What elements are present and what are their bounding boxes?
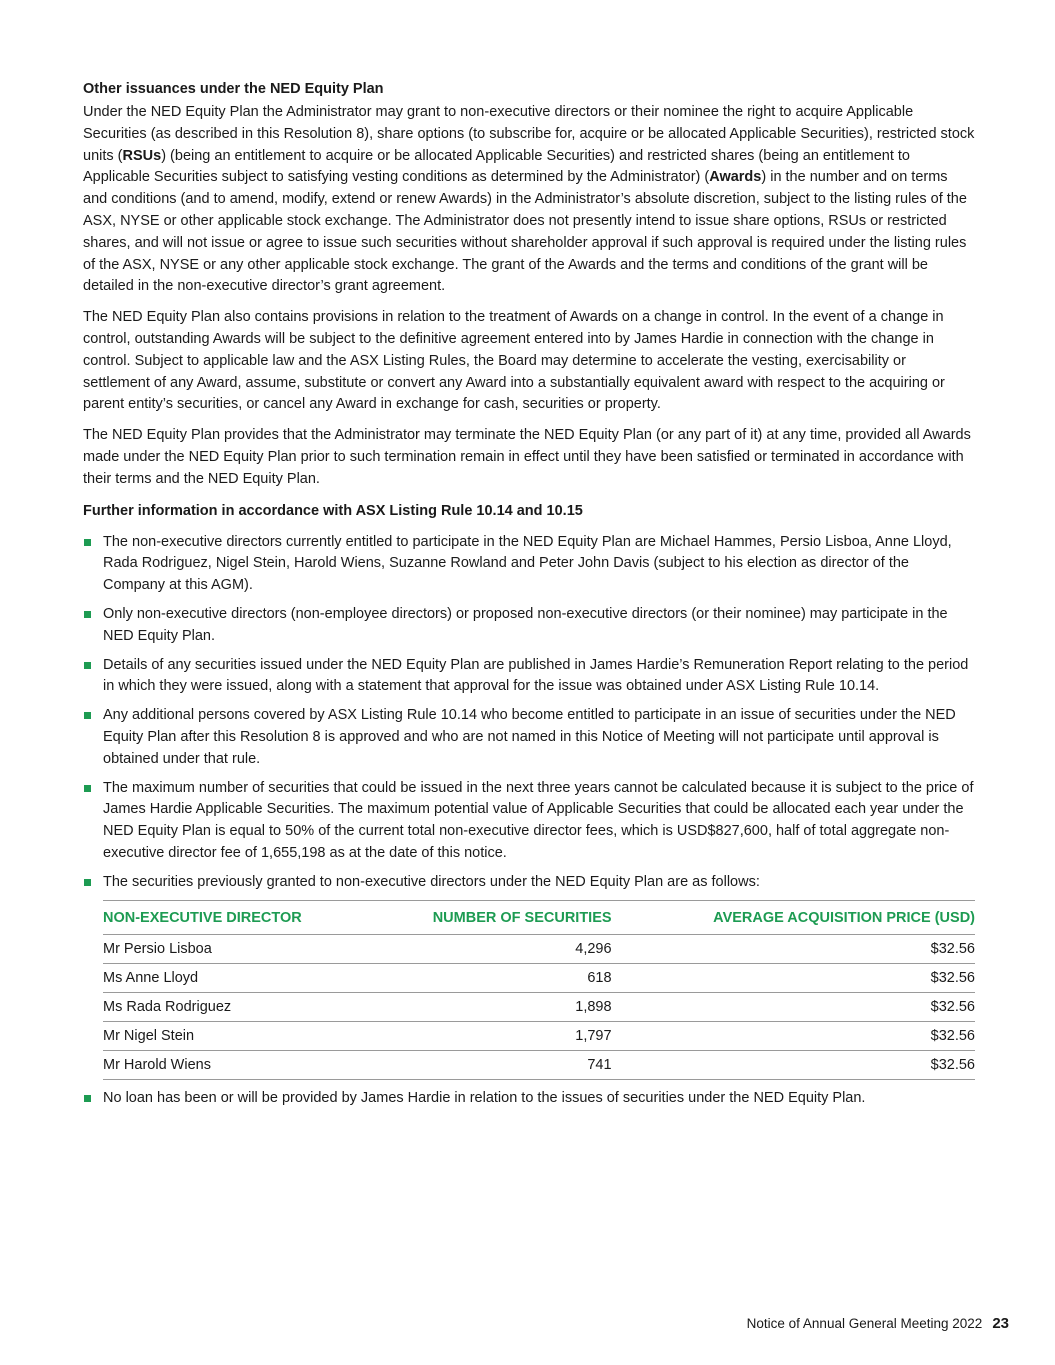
director-name: Mr Persio Lisboa <box>103 934 371 963</box>
securities-count: 741 <box>371 1050 612 1079</box>
director-name: Ms Rada Rodriguez <box>103 992 371 1021</box>
list-item: Details of any securities issued under the NED Equity Plan are published in James Hardie’s Remuneration Report relating to the period in which they were issued, along with a statement that approval for the issue was obtained under ASX Listing Rule 10.14. <box>83 655 975 699</box>
bullet-list <box>83 532 975 894</box>
acquisition-price: $32.56 <box>612 1050 975 1079</box>
square-bullet-icon <box>84 1095 91 1102</box>
securities-count: 1,797 <box>371 1021 612 1050</box>
securities-count: 1,898 <box>371 992 612 1021</box>
acquisition-price: $32.56 <box>612 1021 975 1050</box>
square-bullet-icon <box>84 712 91 719</box>
paragraph-text: Under the NED Equity Plan the Administrator may grant to non-executive directors or their nominee the right to acquire Applicable Securities (as described in this Resolution 8), share options (to subscribe for, acquire or be allocated Applicable Securities), restricted stock units ( <box>83 104 975 164</box>
securities-table <box>103 900 975 1080</box>
square-bullet-icon <box>84 662 91 669</box>
securities-count: 618 <box>371 963 612 992</box>
paragraph-awards <box>83 102 975 298</box>
term-awards: Awards <box>709 169 762 186</box>
list-item: The securities previously granted to non-executive directors under the NED Equity Plan are as follows: <box>83 872 975 894</box>
page-content <box>83 78 975 1116</box>
paragraph-text: ) in the number and on terms and conditions (and to amend, modify, extend or renew Awards) in the Administrator’s absolute discretion, subject to the listing rules of the ASX, NYSE or other applicable stock exchange. The Administrator does not presently intend to issue share options, RSUs or restricted shares, and will not issue or agree to issue such securities without shareholder approval if such approval is required under the listing rules of the ASX, NYSE or any other applicable stock exchange. The grant of the Awards and the terms and conditions of the grant will be detailed in the non-executive director’s grant agreement. <box>83 169 967 295</box>
paragraph-change-in-control: The NED Equity Plan also contains provisions in relation to the treatment of Awards on a change in control. In the event of a change in control, outstanding Awards will be subject to the definitive agreement entered into by James Hardie in connection with the change in control. Subject to applicable law and the ASX Listing Rules, the Board may determine to accelerate the vesting, exercisability or settlement of any Award, assume, substitute or convert any Award into a substantially equivalent award with respect to the acquiring or parent entity’s securities, or cancel any Award in exchange for cash, securities or property. <box>83 309 945 413</box>
page-number: 23 <box>992 1315 1009 1332</box>
table-header-row <box>103 900 975 934</box>
column-header-director: NON-EXECUTIVE DIRECTOR <box>103 900 371 934</box>
square-bullet-icon <box>84 879 91 886</box>
section-heading-asx-rules: Further information in accordance with ASX Listing Rule 10.14 and 10.15 <box>83 502 583 519</box>
list-item: Only non-executive directors (non-employee directors) or proposed non-executive directors (or their nominee) may participate in the NED Equity Plan. <box>83 604 975 648</box>
section-heading-other-issuances: Other issuances under the NED Equity Plan <box>83 81 384 97</box>
list-item: The maximum number of securities that could be issued in the next three years cannot be calculated because it is subject to the price of James Hardie Applicable Securities. The maximum potential value of Applicable Securities that could be allocated each year under the NED Equity Plan is equal to 50% of the current total non-executive director fees, which is USD$827,600, half of total aggregate non-executive director fee of 1,655,198 as at the date of this notice. <box>83 778 975 865</box>
square-bullet-icon <box>84 785 91 792</box>
term-rsus: RSUs <box>122 147 162 164</box>
list-item: Any additional persons covered by ASX Listing Rule 10.14 who become entitled to participate in an issue of securities under the NED Equity Plan after this Resolution 8 is approved and who are not named in this Notice of Meeting will not participate until approval is obtained under that rule. <box>83 705 975 770</box>
acquisition-price: $32.56 <box>612 963 975 992</box>
table-row <box>103 992 975 1021</box>
column-header-price: AVERAGE ACQUISITION PRICE (USD) <box>612 900 975 934</box>
acquisition-price: $32.56 <box>612 992 975 1021</box>
securities-count: 4,296 <box>371 934 612 963</box>
table-row <box>103 963 975 992</box>
page-footer <box>747 1315 1009 1332</box>
director-name: Mr Harold Wiens <box>103 1050 371 1079</box>
square-bullet-icon <box>84 611 91 618</box>
footer-title: Notice of Annual General Meeting 2022 <box>746 1316 983 1331</box>
table-row <box>103 1021 975 1050</box>
acquisition-price: $32.56 <box>612 934 975 963</box>
bullet-list-final <box>83 1088 975 1110</box>
table-row <box>103 1050 975 1079</box>
paragraph-text: ) (being an entitlement to acquire or be allocated Applicable Securities) and restricted shares (being an entitlement to Applicable Securities subject to satisfying vesting conditions as determined by the Administrator) ( <box>83 147 910 186</box>
table-row <box>103 934 975 963</box>
column-header-number: NUMBER OF SECURITIES <box>371 900 612 934</box>
list-item: The non-executive directors currently entitled to participate in the NED Equity Plan are Michael Hammes, Persio Lisboa, Anne Lloyd, Rada Rodriguez, Nigel Stein, Harold Wiens, Suzanne Rowland and Peter John Davis (subject to his election as director of the Company at this AGM). <box>83 532 975 597</box>
director-name: Ms Anne Lloyd <box>103 963 371 992</box>
list-item: No loan has been or will be provided by James Hardie in relation to the issues of securities under the NED Equity Plan. <box>83 1088 975 1110</box>
square-bullet-icon <box>84 539 91 546</box>
director-name: Mr Nigel Stein <box>103 1021 371 1050</box>
paragraph-termination: The NED Equity Plan provides that the Administrator may terminate the NED Equity Plan (or any part of it) at any time, provided all Awards made under the NED Equity Plan prior to such termination remain in effect until they have been satisfied or terminated in accordance with their terms and the NED Equity Plan. <box>83 427 971 487</box>
